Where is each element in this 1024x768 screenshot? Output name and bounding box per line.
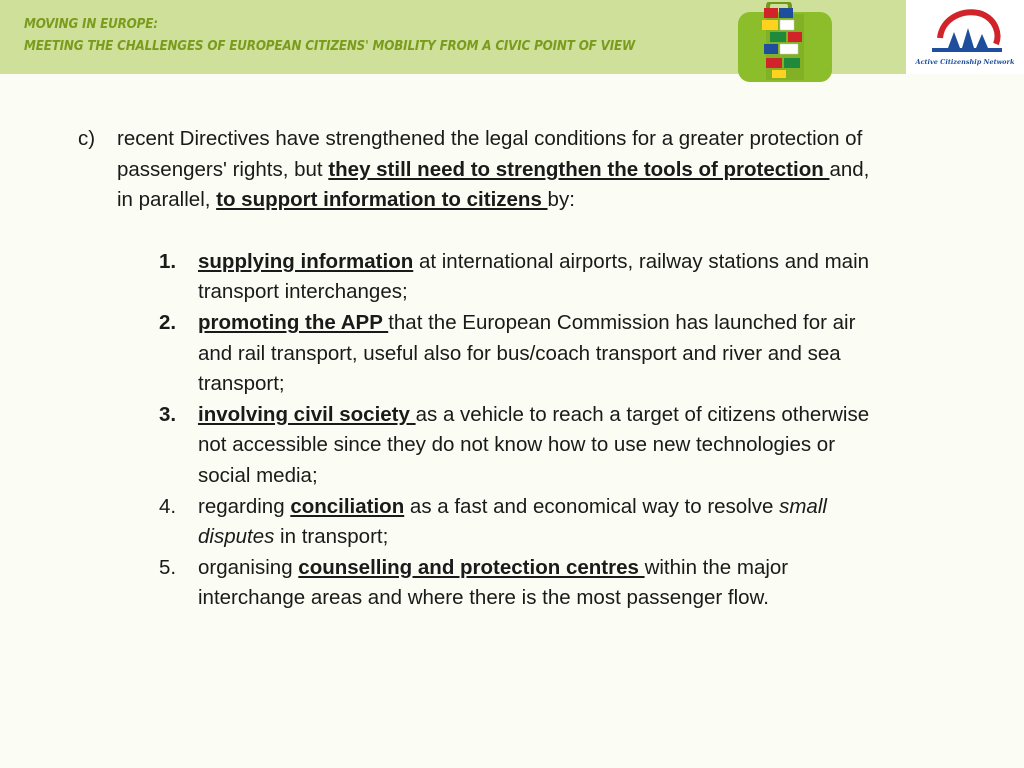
- header-banner: [0, 0, 906, 74]
- intro-text-part1: recent Directives have strengthened the legal conditions for a greater protection of passengers' rights, but: [117, 127, 863, 181]
- list-item-text: [198, 400, 879, 492]
- list-item-emphasis: promoting the APP: [198, 310, 389, 334]
- list-item: [159, 492, 879, 553]
- list-item-pre: organising: [198, 555, 299, 579]
- intro-text: [117, 124, 877, 216]
- logo-text: [915, 58, 1015, 66]
- list-item-emphasis: involving civil society: [198, 402, 416, 426]
- list-item-number: 3.: [159, 402, 177, 426]
- header-title: [24, 14, 635, 58]
- list-item: [159, 553, 879, 614]
- intro-emphasis-tools: they still need to strengthen the tools of protection: [328, 157, 830, 181]
- list-item-number: 1.: [159, 249, 177, 273]
- list-item-text: [198, 247, 879, 308]
- intro-marker: c): [78, 127, 96, 150]
- list-item-text: [198, 553, 879, 614]
- intro-text-part3: by:: [547, 188, 575, 212]
- list-item-rest: within the major interchange areas and where there is the most passenger flow.: [198, 555, 789, 610]
- list-item-pre: regarding: [198, 494, 291, 518]
- list-item: [159, 400, 879, 492]
- list-item-emphasis: supplying information: [198, 249, 414, 273]
- measures-list: [159, 247, 879, 614]
- list-item-number: 5.: [159, 555, 177, 579]
- list-item-text: [198, 308, 879, 400]
- header-title-line2: MEETING THE CHALLENGES OF EUROPEAN CITIZENS' MOBILITY FROM A CIVIC POINT OF VIEW: [24, 39, 635, 54]
- suitcase-icon: [736, 2, 834, 84]
- active-citizenship-network-logo: [912, 4, 1018, 68]
- list-item-emphasis: counselling and protection centres: [298, 555, 645, 579]
- list-item: [159, 308, 879, 400]
- list-item-mid: as a fast and economical way to resolve: [404, 494, 780, 518]
- list-item-emphasis: conciliation: [290, 494, 405, 518]
- list-item-number: 2.: [159, 310, 177, 334]
- slide-content: [78, 124, 898, 614]
- list-item-italic: small disputes: [198, 494, 827, 549]
- intro-paragraph: [78, 124, 898, 216]
- logo: [906, 0, 1024, 74]
- intro-emphasis-information: to support information to citizens: [216, 188, 548, 212]
- list-item-rest: in transport;: [274, 525, 389, 549]
- list-item: [159, 247, 879, 308]
- list-item-number: 4.: [159, 494, 177, 518]
- list-item-rest: as a vehicle to reach a target of citizens otherwise not accessible since they do not know how to use new technologies or social media;: [198, 402, 870, 487]
- list-item-rest: that the European Commission has launched for air and rail transport, useful also for bus/coach transport and river and sea transport;: [198, 310, 856, 396]
- intro-text-part2: and, in parallel,: [117, 157, 870, 212]
- list-item-rest: at international airports, railway stations and main transport interchanges;: [198, 249, 870, 304]
- list-item-text: [198, 492, 879, 553]
- svg-text:Active Citizenship Network: Active Citizenship Network: [915, 58, 1015, 66]
- header-title-line1: MOVING IN EUROPE:: [24, 17, 158, 32]
